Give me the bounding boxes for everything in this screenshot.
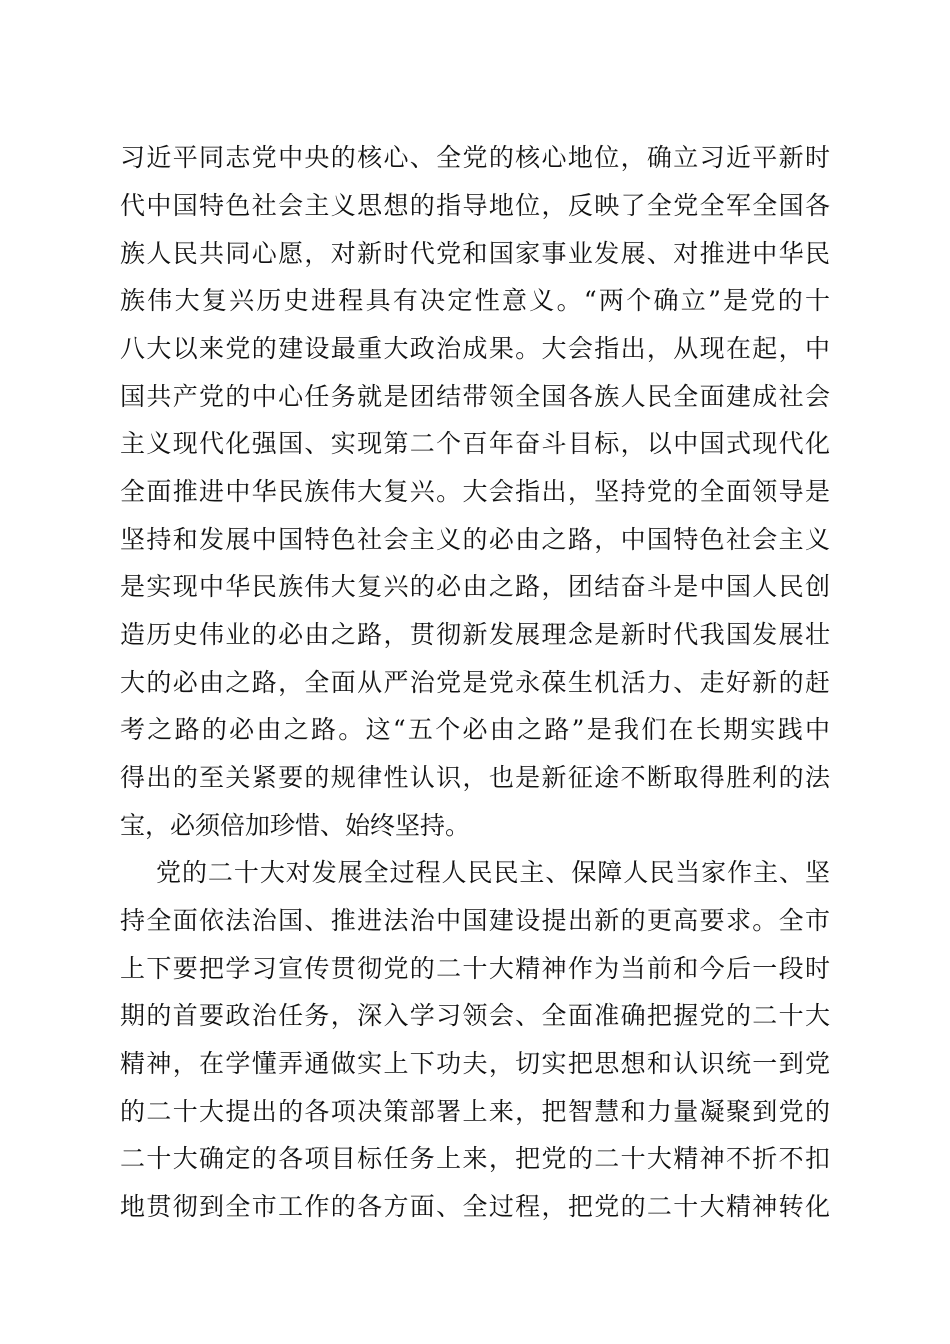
- paragraph-1-line-3: 族人民共同心愿，对新时代党和国家事业发展、对推进中华民: [120, 239, 830, 268]
- paragraph-2-line-6: 的二十大提出的各项决策部署上来，把智慧和力量凝聚到党的: [120, 1097, 830, 1126]
- paragraph-2-line-7: 二十大确定的各项目标任务上来，把党的二十大精神不折不扣: [120, 1144, 830, 1173]
- paragraph-2-line-2: 持全面依法治国、推进法治中国建设提出新的更高要求。全市: [120, 906, 830, 935]
- paragraph-1-line-4: 族伟大复兴历史进程具有决定性意义。“两个确立”是党的十: [120, 286, 830, 315]
- paragraph-1-line-15: 宝，必须倍加珍惜、始终坚持。: [120, 811, 471, 840]
- paragraph-2-line-3: 上下要把学习宣传贯彻党的二十大精神作为当前和今后一段时: [120, 954, 830, 983]
- paragraph-1-line-9: 坚持和发展中国特色社会主义的必由之路，中国特色社会主义: [120, 525, 830, 554]
- paragraph-1-line-10: 是实现中华民族伟大复兴的必由之路，团结奋斗是中国人民创: [120, 572, 830, 601]
- paragraph-2-line-1: 党的二十大对发展全过程人民民主、保障人民当家作主、坚: [156, 858, 830, 887]
- paragraph-2-line-5: 精神，在学懂弄通做实上下功夫，切实把思想和认识统一到党: [120, 1049, 830, 1078]
- paragraph-1-line-6: 国共产党的中心任务就是团结带领全国各族人民全面建成社会: [120, 382, 830, 411]
- paragraph-1-line-8: 全面推进中华民族伟大复兴。大会指出，坚持党的全面领导是: [120, 477, 830, 506]
- paragraph-2-line-4: 期的首要政治任务，深入学习领会、全面准确把握党的二十大: [120, 1001, 830, 1030]
- paragraph-1-line-11: 造历史伟业的必由之路，贯彻新发展理念是新时代我国发展壮: [120, 620, 830, 649]
- paragraph-1-line-12: 大的必由之路，全面从严治党是党永葆生机活力、走好新的赶: [120, 668, 830, 697]
- paragraph-1-line-14: 得出的至关紧要的规律性认识，也是新征途不断取得胜利的法: [120, 763, 830, 792]
- paragraph-2-line-8: 地贯彻到全市工作的各方面、全过程，把党的二十大精神转化: [120, 1192, 830, 1221]
- paragraph-1-line-5: 八大以来党的建设最重大政治成果。大会指出，从现在起，中: [120, 334, 830, 363]
- paragraph-1-line-13: 考之路的必由之路。这“五个必由之路”是我们在长期实践中: [120, 715, 830, 744]
- paragraph-1-line-1: 习近平同志党中央的核心、全党的核心地位，确立习近平新时: [120, 143, 830, 172]
- paragraph-1-line-2: 代中国特色社会主义思想的指导地位，反映了全党全军全国各: [120, 191, 830, 220]
- paragraph-1-line-7: 主义现代化强国、实现第二个百年奋斗目标，以中国式现代化: [120, 429, 830, 458]
